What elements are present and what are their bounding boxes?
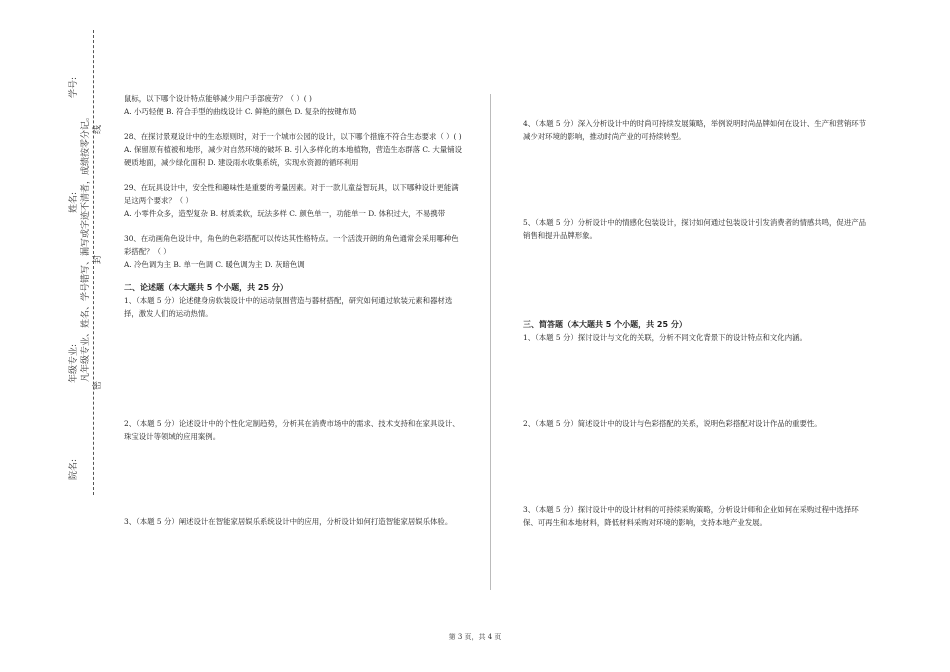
page-footer: 第 3 页，共 4 页 xyxy=(448,633,502,641)
essay-4: 4、（本题 5 分）深入分析设计中的时尚可持续发展策略，举例说明时尚品牌如何在设计、生产和营销环节减少对环境的影响，推动时尚产业的可持续转型。 xyxy=(523,119,866,141)
student-id-label: 学号: xyxy=(69,76,79,98)
q29-stem: 29、在玩具设计中，安全性和趣味性是重要的考量因素。对于一款儿童益智玩具，以下哪种设计更能满足这两个要求？（ ） xyxy=(124,183,459,205)
class-label: 年级专业: xyxy=(69,343,79,383)
short-answer-2: 2、（本题 5 分）简述设计中的设计与色彩搭配的关系，说明色彩搭配对设计作品的重要性。 xyxy=(523,419,822,428)
q27-stem: 鼠标，以下哪个设计特点能够减少用户手部疲劳？（ ）( ) xyxy=(124,94,312,103)
seal-dashed-line xyxy=(93,30,94,495)
essay-3: 3、（本题 5 分）阐述设计在智能家居娱乐系统设计中的应用，分析设计如何打造智能家居娱乐体验。 xyxy=(124,517,453,526)
short-answer-3: 3、（本题 5 分）探讨设计中的设计材料的可持续采购策略，分析设计师和企业如何在采购过程中选择环保、可再生和本地材料，降低材料采购对环境的影响，支持本地产业发展。 xyxy=(523,505,859,527)
essay-2: 2、（本题 5 分）论述设计中的个性化定制趋势，分析其在消费市场中的需求、技术支持和在家具设计、珠宝设计等领域的应用案例。 xyxy=(124,419,460,441)
q29-options: A. 小零件众多，造型复杂 B. 材质柔软，玩法多样 C. 颜色单一，功能单一 D. 体积过大，不易携带 xyxy=(124,209,446,218)
seal-mark-mi: 密 xyxy=(93,380,103,390)
q30-stem: 30、在动画角色设计中，角色的色彩搭配可以传达其性格特点。一个活泼开朗的角色通常会采用哪种色彩搭配？（ ） xyxy=(124,234,459,256)
section-3-title: 三、简答题（本大题共 5 个小题，共 25 分） xyxy=(523,320,687,329)
seal-mark-xian: 线 xyxy=(93,124,103,134)
seal-mark-feng: 封 xyxy=(93,254,103,264)
name-label: 姓名: xyxy=(69,191,79,213)
q28-options: A. 保留原有植被和地形，减少对自然环境的破坏 B. 引入多样化的本地植物，营造生态群落 C. 大量铺设硬质地面，减少绿化面积 D. 建设雨水收集系统，实现水资源的循环利用 xyxy=(124,145,462,167)
short-answer-1: 1、（本题 5 分）探讨设计与文化的关联，分析不同文化背景下的设计特点和文化内涵。 xyxy=(523,333,807,342)
q28-stem: 28、在探讨景观设计中的生态原则时，对于一个城市公园的设计，以下哪个措施不符合生态要求（ ）( ) xyxy=(124,132,462,141)
column-divider xyxy=(490,94,491,590)
school-label: 院名: xyxy=(69,458,79,480)
section-2-title: 二、论述题（本大题共 5 个小题，共 25 分） xyxy=(124,283,288,292)
essay-5: 5、（本题 5 分）分析设计中的情感化包装设计，探讨如何通过包装设计引发消费者的情感共鸣，促进产品销售和提升品牌形象。 xyxy=(523,218,866,240)
q30-options: A. 冷色调为主 B. 单一色调 C. 暖色调为主 D. 灰暗色调 xyxy=(124,260,305,269)
q27-options: A. 小巧轻便 B. 符合手型的曲线设计 C. 鲜艳的颜色 D. 复杂的按键布局 xyxy=(124,107,357,116)
left-column xyxy=(124,92,464,320)
binding-warning: 凡年级专业、姓名、学号错写、漏写或字迹不清者，成绩按零分记。 xyxy=(81,111,91,382)
essay-1: 1、（本题 5 分）论述健身房软装设计中的运动氛围营造与器材搭配，研究如何通过软装元素和器材选择，激发人们的运动热情。 xyxy=(124,296,453,318)
